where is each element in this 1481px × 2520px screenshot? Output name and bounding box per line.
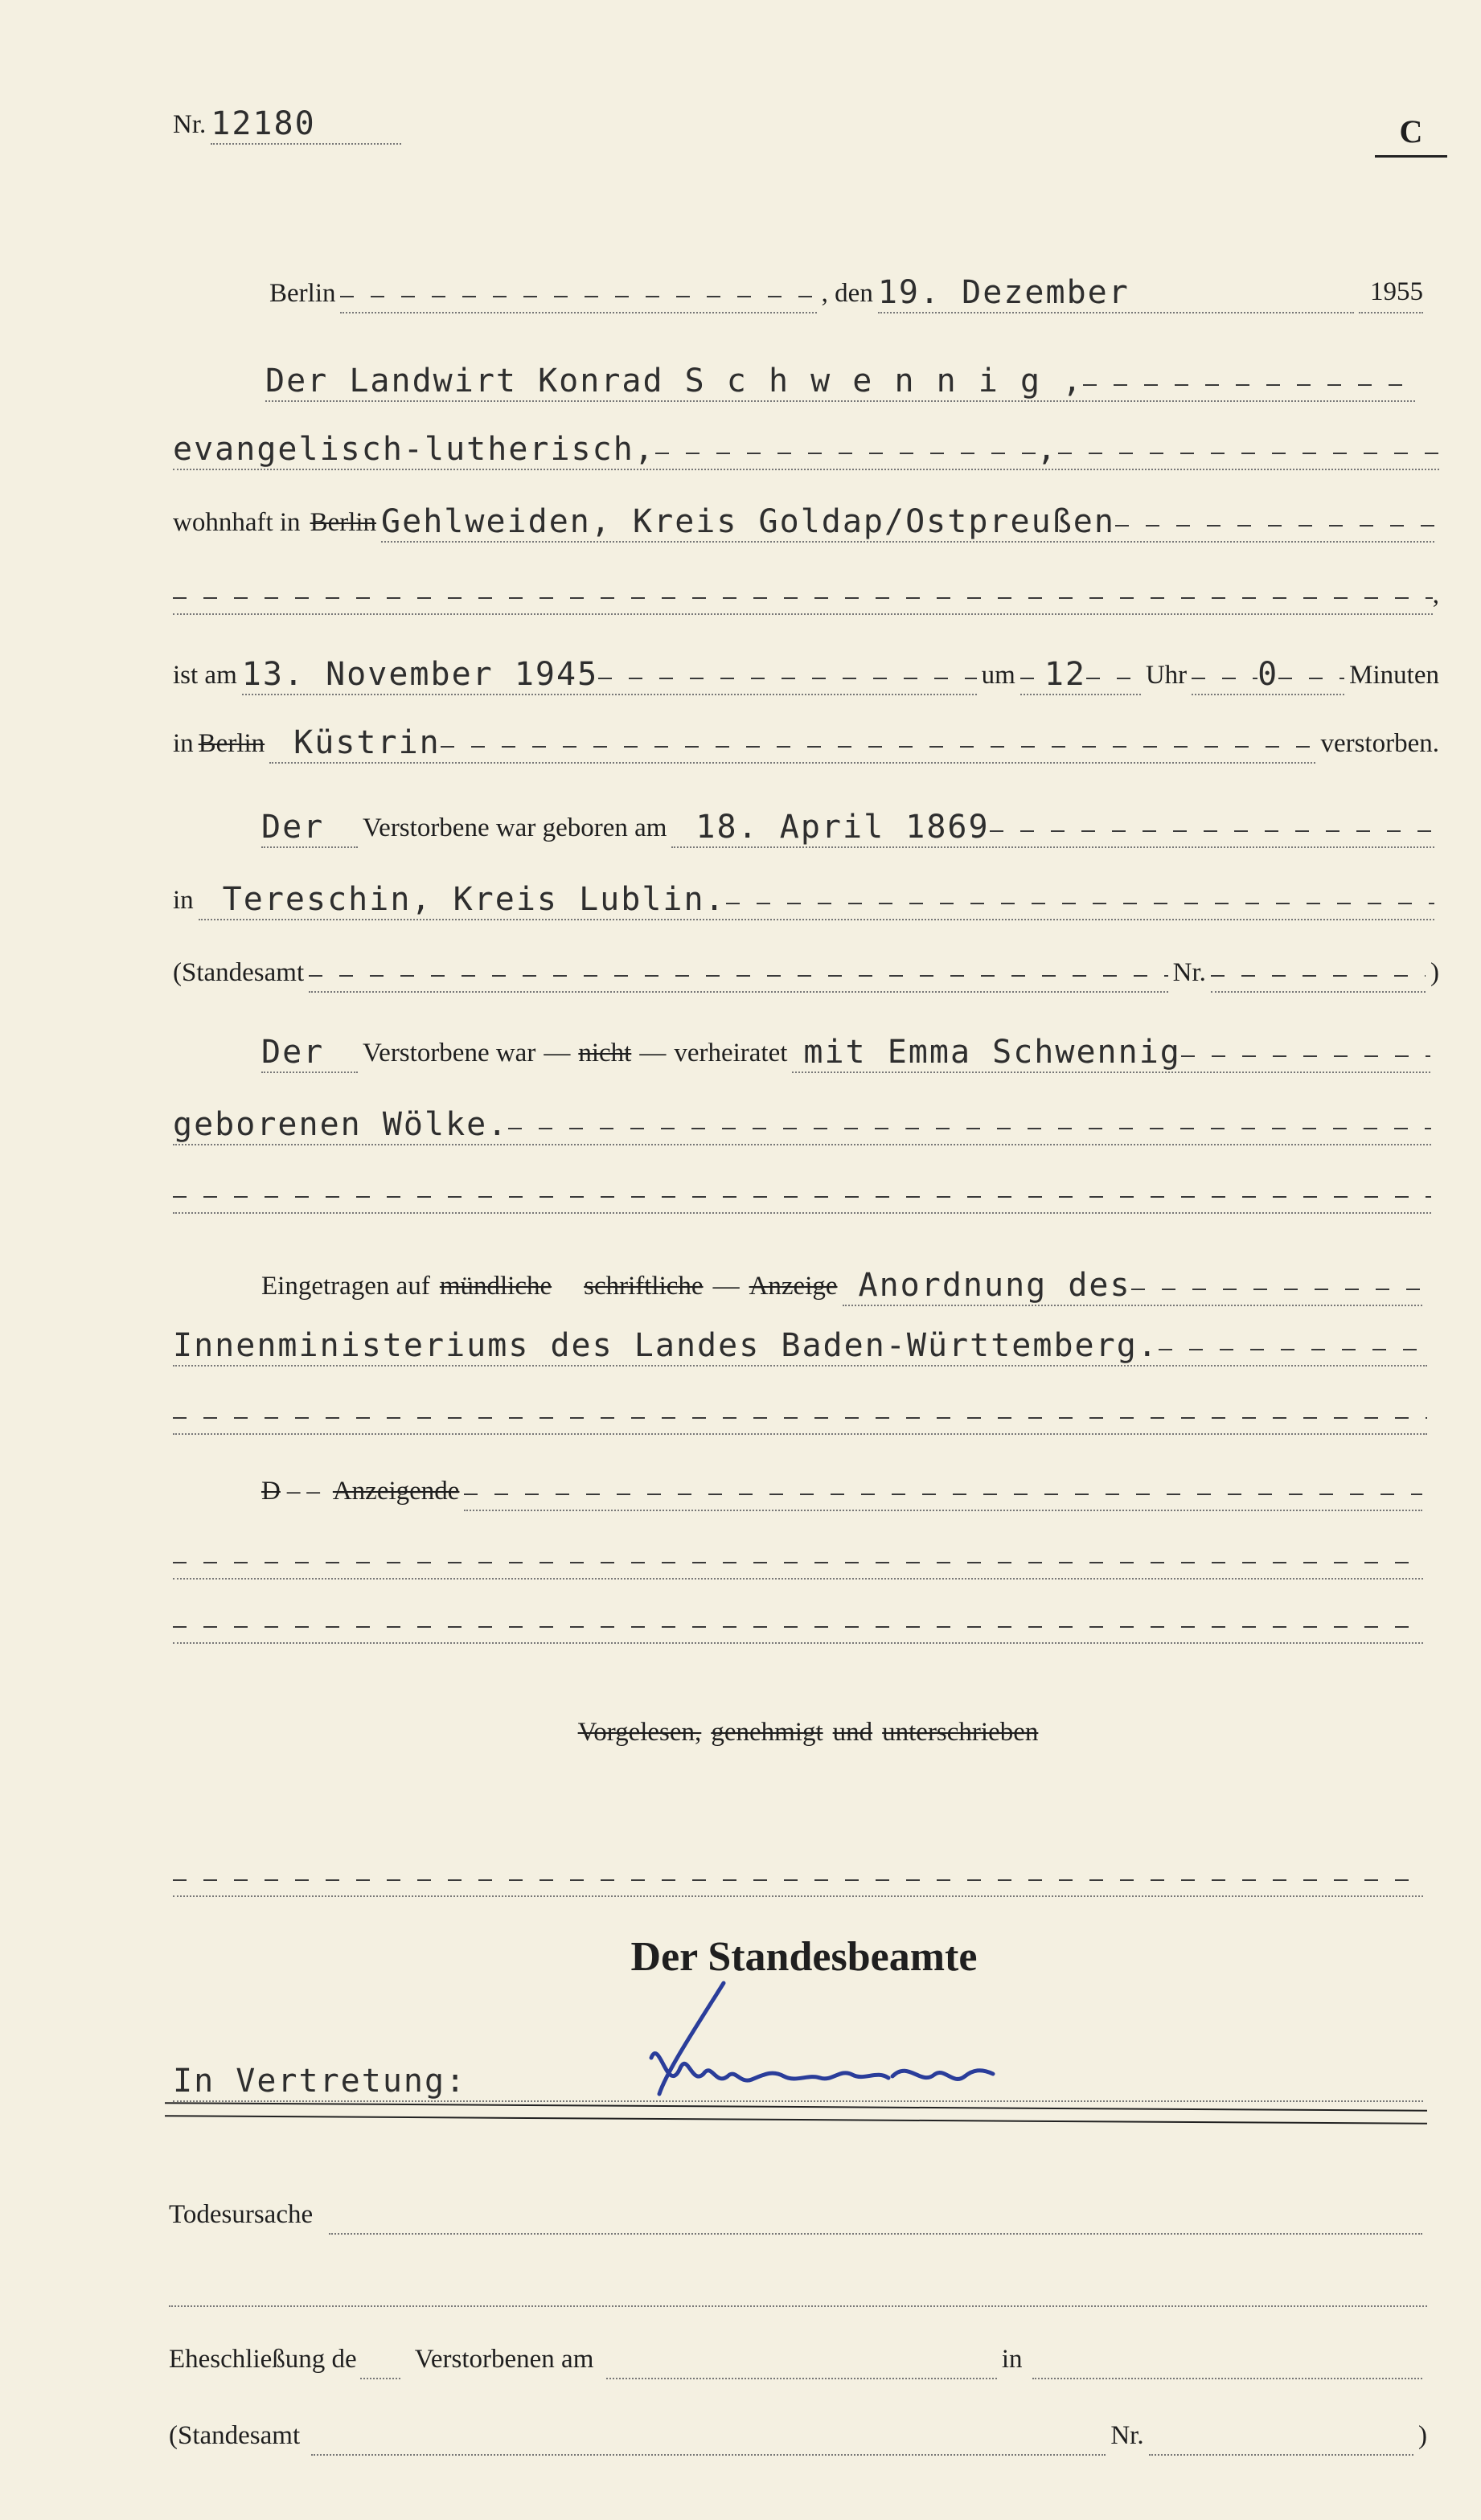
ist-am-label: ist am <box>173 661 237 690</box>
deceased-name: Der Landwirt Konrad S c h w e n n i g , <box>265 365 1084 400</box>
todesursache-label: Todesursache <box>169 2200 314 2229</box>
birth-in-label: in <box>173 886 194 915</box>
residence-label: wohnhaft in <box>173 508 301 537</box>
entry-prefix: Eingetragen auf <box>261 1272 430 1301</box>
year-value: 1955 <box>1359 279 1423 313</box>
footer-standesamt-label: (Standesamt <box>169 2421 301 2450</box>
in-vertretung-typed: In Vertretung: <box>173 2065 467 2100</box>
religion-value: evangelisch-lutherisch, <box>173 433 655 468</box>
birth-nr-label: Nr. <box>1172 958 1206 987</box>
birth-place-value: Tereschin, Kreis Lublin. <box>222 883 726 918</box>
marriage-blank-row <box>173 1158 1431 1214</box>
anzeigende-struck-d: D <box>261 1477 281 1506</box>
marriage-der-typed: Der <box>261 1036 325 1071</box>
name-row <box>265 346 1415 402</box>
birth-date-value: 18. April 1869 <box>695 811 990 846</box>
death-hour-value: 12 <box>1044 658 1087 693</box>
todesursache-blank-row <box>169 2251 1427 2307</box>
read-und: und <box>832 1718 873 1747</box>
birth-standesamt-row: (Standesamt Nr. ) <box>173 936 1439 993</box>
anzeigende-row: D ‒‒ Anzeigende <box>261 1455 1427 1511</box>
death-place-row <box>173 707 1439 764</box>
record-number-value: 12180 <box>211 108 316 142</box>
birth-date-row <box>261 792 1439 848</box>
death-in-label: in <box>173 729 194 758</box>
corner-letter: C <box>1375 113 1447 158</box>
footer-standesamt-row: (Standesamt Nr. ) <box>169 2399 1427 2456</box>
eheschliessung-label: Eheschließung de <box>169 2345 357 2374</box>
eheschliessung-in-label: in <box>1001 2345 1023 2374</box>
read-blank-row <box>173 1841 1423 1897</box>
residence-row <box>173 486 1439 543</box>
record-number-label: Nr. <box>173 110 207 139</box>
eheschliessung-label-2: Verstorbenen am <box>414 2345 594 2374</box>
birth-der-typed: Der <box>261 811 325 846</box>
read-genehmigt: genehmigt <box>711 1718 823 1747</box>
death-place-value: Küstrin <box>293 727 441 761</box>
uhr-label: Uhr <box>1145 661 1188 690</box>
residence-struck: Berlin <box>310 508 377 537</box>
place-label: Berlin <box>269 279 336 308</box>
footer-nr-label: Nr. <box>1110 2421 1144 2450</box>
read-approved-line <box>494 1696 1122 1752</box>
entry-typed-1: Anordnung des <box>858 1269 1131 1304</box>
birth-place-row <box>173 864 1439 920</box>
spouse-value-2: geborenen Wölke. <box>173 1108 509 1143</box>
entry-continuation-row <box>173 1310 1427 1367</box>
den-label: , den <box>821 279 873 308</box>
marriage-continuation-row <box>173 1089 1431 1145</box>
minuten-label: Minuten <box>1349 661 1439 690</box>
marriage-text1: Verstorbene war <box>363 1039 536 1067</box>
death-date-value: 13. November 1945 <box>241 658 599 693</box>
residence-continuation-row: , <box>173 559 1439 615</box>
record-number-row <box>173 88 406 145</box>
birth-standesamt-label: (Standesamt <box>173 958 305 987</box>
date-value: 19. Dezember <box>877 277 1130 311</box>
marriage-nicht-struck: nicht <box>578 1039 632 1067</box>
marriage-text2: verheiratet <box>674 1039 788 1067</box>
handwritten-signature <box>635 1973 1013 2118</box>
death-place-struck: Berlin <box>198 729 265 758</box>
read-vorgelesen: Vorgelesen, <box>577 1718 702 1747</box>
entry-struck-schriftliche: schriftliche <box>584 1272 704 1301</box>
birth-text: Verstorbene war geboren am <box>363 813 667 842</box>
entry-row: Eingetragen auf mündliche schriftliche — Anzeige Anordnung des <box>261 1250 1427 1306</box>
todesursache-row <box>169 2178 1427 2235</box>
um-label: um <box>981 661 1015 690</box>
religion-row: evangelisch-lutherisch, , <box>173 414 1439 470</box>
read-unterschrieben: unterschrieben <box>882 1718 1039 1747</box>
registrar-title: Der Standesbeamte <box>630 1934 978 1980</box>
spouse-value: mit Emma Schwennig <box>803 1036 1181 1071</box>
entry-struck-muendliche: mündliche <box>439 1272 552 1301</box>
marriage-row: Der Verstorbene war — nicht — verheiratet mit Emma Schwennig <box>261 1017 1435 1073</box>
entry-typed-2: Innenministeriums des Landes Baden-Württemberg. <box>173 1330 1159 1364</box>
verstorben-label: verstorben. <box>1320 729 1439 758</box>
anzeigende-struck-word: Anzeigende <box>332 1477 460 1506</box>
death-date-row <box>173 639 1439 695</box>
eheschliessung-row <box>169 2323 1427 2379</box>
death-minutes-value: 0 <box>1257 658 1279 693</box>
entry-struck-anzeige: Anzeige <box>749 1272 838 1301</box>
anzeigende-blank-row-2 <box>173 1588 1423 1644</box>
entry-blank-row <box>173 1379 1427 1435</box>
anzeigende-blank-row-1 <box>173 1523 1423 1580</box>
residence-value: Gehlweiden, Kreis Goldap/Ostpreußen <box>381 506 1115 540</box>
place-date-row <box>269 257 1423 313</box>
